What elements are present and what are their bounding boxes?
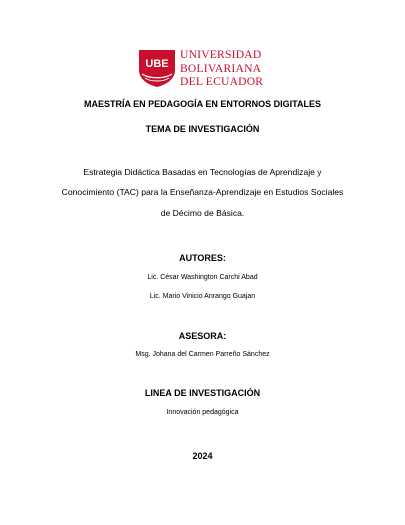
topic-line-3: de Décimo de Básica. (160, 208, 245, 218)
topic-line-2: Conocimiento (TAC) para la Enseñanza-Aprendizaje en Estudios Sociales (61, 187, 344, 197)
logo-line-2: BOLIVARIANA (180, 61, 262, 75)
topic-line-1: Estrategia Didáctica Basadas en Tecnologías de Aprendizaje y (83, 167, 322, 177)
advisor-name: Msg. Johana del Carmen Parreño Sánchez (135, 351, 270, 358)
university-logo (137, 46, 273, 90)
logo-wordmark (180, 48, 275, 89)
logo-line-1: UNIVERSIDAD (180, 48, 262, 61)
authors-heading: AUTORES: (179, 253, 226, 263)
logo-abbreviation: UBE (145, 58, 169, 70)
research-line-heading: LINEA DE INVESTIGACIÓN (144, 388, 261, 398)
author-name-1: Lic. César Washington Carchi Abad (147, 274, 258, 281)
logo-line-3: DEL ECUADOR (180, 75, 264, 89)
author-name-2: Lic. Mario Vinicio Anrango Guajan (149, 293, 256, 300)
section-title: TEMA DE INVESTIGACIÓN (145, 124, 260, 134)
year: 2024 (192, 451, 213, 461)
advisor-heading: ASESORA: (178, 331, 227, 341)
program-title: MAESTRÍA EN PEDAGOGÍA EN ENTORNOS DIGITALES (83, 99, 322, 109)
research-line-value: Innovación pedagógica (166, 409, 239, 416)
ube-shield-icon (137, 48, 177, 88)
